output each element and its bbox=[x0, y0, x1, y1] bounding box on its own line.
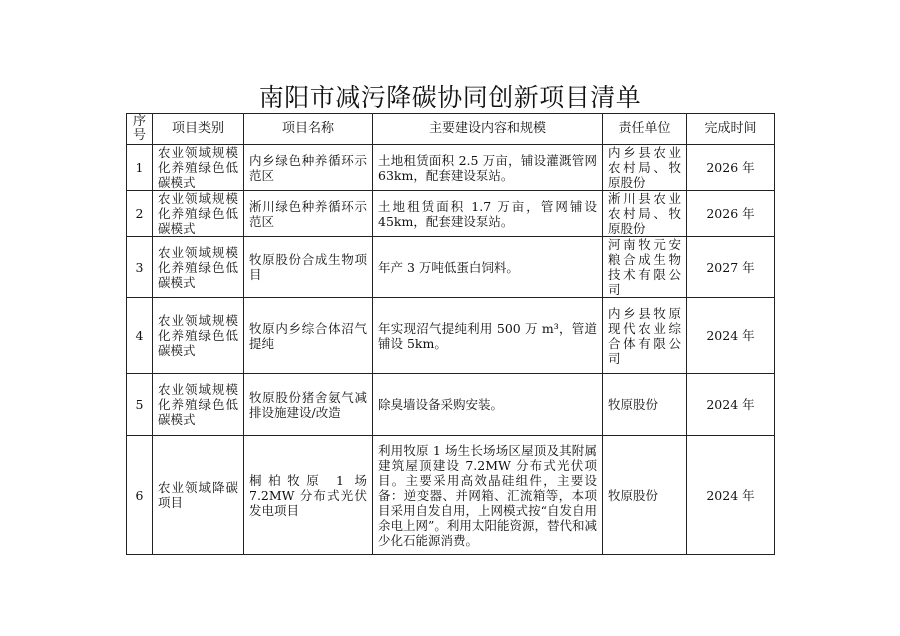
cell-name: 桐柏牧原 1 场 7.2MW 分布式光伏发电项目 bbox=[244, 436, 373, 555]
cell-unit: 牧原股份 bbox=[603, 374, 687, 436]
header-category: 项目类别 bbox=[153, 114, 244, 145]
cell-unit: 内乡县牧原现代农业综合体有限公司 bbox=[603, 298, 687, 374]
cell-no: 6 bbox=[127, 436, 153, 555]
cell-content: 利用牧原 1 场生长场场区屋顶及其附属建筑屋顶建设 7.2MW 分布式光伏项目。主要采用高效晶硅组件，主要设备：逆变器、并网箱、汇流箱等，本项目采用自发自用，上网模式按“自发自用余电上网”。利用太阳能资源，替代和减少化石能源消费。 bbox=[373, 436, 603, 555]
table-row bbox=[127, 436, 775, 555]
cell-unit: 内乡县农业农村局、牧原股份 bbox=[603, 145, 687, 191]
table-row bbox=[127, 191, 775, 237]
cell-category: 农业领域规模化养殖绿色低碳模式 bbox=[153, 145, 244, 191]
cell-content: 年产 3 万吨低蛋白饲料。 bbox=[373, 237, 603, 298]
cell-year: 2024 年 bbox=[687, 374, 775, 436]
cell-year: 2024 年 bbox=[687, 298, 775, 374]
page-title: 南阳市减污降碳协同创新项目清单 bbox=[258, 83, 642, 112]
cell-no: 4 bbox=[127, 298, 153, 374]
table-row bbox=[127, 237, 775, 298]
cell-name: 牧原股份合成生物项目 bbox=[244, 237, 373, 298]
header-name: 项目名称 bbox=[244, 114, 373, 145]
header-content: 主要建设内容和规模 bbox=[373, 114, 603, 145]
cell-name: 牧原内乡综合体沼气提纯 bbox=[244, 298, 373, 374]
table-row bbox=[127, 145, 775, 191]
project-list-table bbox=[126, 113, 775, 555]
cell-name: 内乡绿色种养循环示范区 bbox=[244, 145, 373, 191]
header-year: 完成时间 bbox=[687, 114, 775, 145]
cell-category: 农业领域规模化养殖绿色低碳模式 bbox=[153, 298, 244, 374]
cell-no: 5 bbox=[127, 374, 153, 436]
cell-no: 2 bbox=[127, 191, 153, 237]
cell-unit: 淅川县农业农村局、牧原股份 bbox=[603, 191, 687, 237]
cell-name: 牧原股份猪舍氨气减排设施建设/改造 bbox=[244, 374, 373, 436]
table-row bbox=[127, 374, 775, 436]
table-header-row bbox=[127, 114, 775, 145]
cell-unit: 河南牧元安粮合成生物技术有限公司 bbox=[603, 237, 687, 298]
cell-category: 农业领域规模化养殖绿色低碳模式 bbox=[153, 237, 244, 298]
cell-year: 2026 年 bbox=[687, 145, 775, 191]
cell-content: 除臭墙设备采购安装。 bbox=[373, 374, 603, 436]
cell-category: 农业领域降碳项目 bbox=[153, 436, 244, 555]
cell-name: 淅川绿色种养循环示范区 bbox=[244, 191, 373, 237]
cell-content: 土地租赁面积 2.5 万亩，铺设灌溉管网 63km，配套建设泵站。 bbox=[373, 145, 603, 191]
header-unit: 责任单位 bbox=[603, 114, 687, 145]
cell-no: 1 bbox=[127, 145, 153, 191]
table-row bbox=[127, 298, 775, 374]
cell-content: 年实现沼气提纯利用 500 万 m³，管道铺设 5km。 bbox=[373, 298, 603, 374]
cell-unit: 牧原股份 bbox=[603, 436, 687, 555]
cell-no: 3 bbox=[127, 237, 153, 298]
cell-year: 2026 年 bbox=[687, 191, 775, 237]
header-no: 序号 bbox=[127, 114, 153, 145]
cell-year: 2027 年 bbox=[687, 237, 775, 298]
cell-category: 农业领域规模化养殖绿色低碳模式 bbox=[153, 191, 244, 237]
cell-content: 土地租赁面积 1.7 万亩，管网铺设 45km，配套建设泵站。 bbox=[373, 191, 603, 237]
cell-year: 2024 年 bbox=[687, 436, 775, 555]
cell-category: 农业领域规模化养殖绿色低碳模式 bbox=[153, 374, 244, 436]
